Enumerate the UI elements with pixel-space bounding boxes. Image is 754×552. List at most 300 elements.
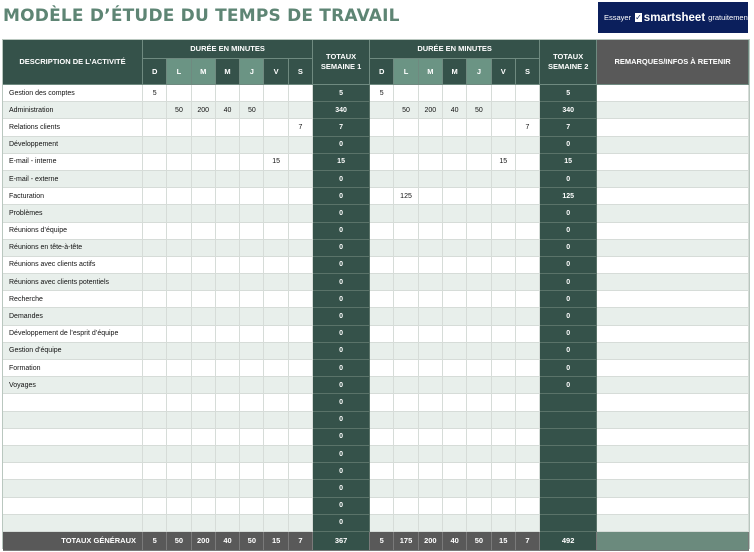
week1-minutes-cell[interactable]: 40 [216,102,240,119]
week2-minutes-cell[interactable] [370,360,394,377]
week1-minutes-cell[interactable] [264,205,288,222]
week2-minutes-cell[interactable] [419,377,443,394]
week2-minutes-cell[interactable] [516,463,540,480]
week1-minutes-cell[interactable] [167,291,191,308]
week1-minutes-cell[interactable] [240,360,264,377]
week2-minutes-cell[interactable] [443,119,467,136]
week2-minutes-cell[interactable] [394,308,418,325]
week1-minutes-cell[interactable] [289,205,313,222]
week2-minutes-cell[interactable] [443,240,467,257]
week1-minutes-cell[interactable] [240,463,264,480]
week1-minutes-cell[interactable] [192,240,216,257]
week2-minutes-cell[interactable] [394,480,418,497]
week2-minutes-cell[interactable] [394,326,418,343]
week2-minutes-cell[interactable] [516,515,540,532]
week2-minutes-cell[interactable] [516,377,540,394]
week1-minutes-cell[interactable] [192,394,216,411]
week1-minutes-cell[interactable]: 7 [289,119,313,136]
week2-minutes-cell[interactable] [492,102,516,119]
week2-minutes-cell[interactable] [492,137,516,154]
week2-minutes-cell[interactable] [394,274,418,291]
week2-minutes-cell[interactable] [516,171,540,188]
week1-minutes-cell[interactable] [240,377,264,394]
week1-minutes-cell[interactable] [143,326,167,343]
week1-minutes-cell[interactable] [216,188,240,205]
activity-label[interactable]: E-mail - interne [3,154,143,171]
week1-minutes-cell[interactable] [216,498,240,515]
week1-minutes-cell[interactable] [216,257,240,274]
remarks-cell[interactable] [597,360,749,377]
week2-minutes-cell[interactable] [394,446,418,463]
week1-minutes-cell[interactable] [143,412,167,429]
week2-minutes-cell[interactable] [492,308,516,325]
week1-minutes-cell[interactable] [264,412,288,429]
week1-minutes-cell[interactable] [216,119,240,136]
week2-minutes-cell[interactable] [419,154,443,171]
week1-minutes-cell[interactable] [143,308,167,325]
week1-minutes-cell[interactable] [167,205,191,222]
week2-minutes-cell[interactable] [370,274,394,291]
week1-minutes-cell[interactable] [289,326,313,343]
week2-minutes-cell[interactable] [370,240,394,257]
week1-minutes-cell[interactable] [167,154,191,171]
week1-minutes-cell[interactable] [289,446,313,463]
week2-minutes-cell[interactable] [516,154,540,171]
week2-minutes-cell[interactable] [516,480,540,497]
week1-minutes-cell[interactable] [167,394,191,411]
week2-minutes-cell[interactable] [419,223,443,240]
week2-minutes-cell[interactable] [516,102,540,119]
week1-minutes-cell[interactable] [143,154,167,171]
week1-minutes-cell[interactable] [289,188,313,205]
week1-minutes-cell[interactable] [167,188,191,205]
week1-minutes-cell[interactable] [192,463,216,480]
week1-minutes-cell[interactable]: 200 [192,102,216,119]
remarks-cell[interactable] [597,154,749,171]
week1-minutes-cell[interactable] [192,308,216,325]
week1-minutes-cell[interactable] [264,171,288,188]
week1-minutes-cell[interactable] [143,188,167,205]
week2-minutes-cell[interactable] [516,360,540,377]
week2-minutes-cell[interactable] [467,377,491,394]
week2-minutes-cell[interactable] [419,326,443,343]
week2-minutes-cell[interactable] [370,480,394,497]
week2-minutes-cell[interactable] [467,326,491,343]
week1-minutes-cell[interactable] [167,515,191,532]
week2-minutes-cell[interactable] [370,154,394,171]
week2-minutes-cell[interactable] [516,205,540,222]
week1-minutes-cell[interactable] [216,308,240,325]
week1-minutes-cell[interactable] [264,137,288,154]
week2-minutes-cell[interactable] [492,188,516,205]
remarks-cell[interactable] [597,188,749,205]
week2-minutes-cell[interactable] [443,257,467,274]
week2-minutes-cell[interactable] [419,308,443,325]
week1-minutes-cell[interactable] [264,308,288,325]
week1-minutes-cell[interactable] [240,119,264,136]
week1-minutes-cell[interactable] [216,412,240,429]
week2-minutes-cell[interactable] [467,394,491,411]
week2-minutes-cell[interactable] [467,223,491,240]
remarks-cell[interactable] [597,394,749,411]
week1-minutes-cell[interactable] [240,343,264,360]
week1-minutes-cell[interactable] [167,446,191,463]
week2-minutes-cell[interactable] [419,257,443,274]
week1-minutes-cell[interactable] [264,515,288,532]
week2-minutes-cell[interactable] [492,515,516,532]
week1-minutes-cell[interactable] [143,377,167,394]
week2-minutes-cell[interactable] [419,240,443,257]
activity-label[interactable]: Recherche [3,291,143,308]
week1-minutes-cell[interactable] [240,446,264,463]
week1-minutes-cell[interactable] [143,515,167,532]
activity-label[interactable]: Facturation [3,188,143,205]
week2-minutes-cell[interactable] [394,119,418,136]
week2-minutes-cell[interactable] [419,394,443,411]
week1-minutes-cell[interactable] [192,326,216,343]
week1-minutes-cell[interactable] [143,291,167,308]
week2-minutes-cell[interactable] [419,360,443,377]
week1-minutes-cell[interactable] [264,119,288,136]
week2-minutes-cell[interactable] [443,377,467,394]
week1-minutes-cell[interactable] [289,360,313,377]
remarks-cell[interactable] [597,377,749,394]
week2-minutes-cell[interactable] [516,274,540,291]
week1-minutes-cell[interactable] [143,446,167,463]
week2-minutes-cell[interactable] [370,291,394,308]
week2-minutes-cell[interactable] [394,412,418,429]
week2-minutes-cell[interactable] [492,291,516,308]
week1-minutes-cell[interactable] [240,85,264,102]
activity-label[interactable]: Réunions d’équipe [3,223,143,240]
week2-minutes-cell[interactable] [370,171,394,188]
week2-minutes-cell[interactable] [492,326,516,343]
week2-minutes-cell[interactable] [492,360,516,377]
week2-minutes-cell[interactable]: 200 [419,102,443,119]
week1-minutes-cell[interactable] [143,274,167,291]
week1-minutes-cell[interactable] [240,240,264,257]
week2-minutes-cell[interactable] [370,446,394,463]
week2-minutes-cell[interactable] [394,240,418,257]
week1-minutes-cell[interactable] [192,343,216,360]
week1-minutes-cell[interactable] [264,463,288,480]
week1-minutes-cell[interactable] [192,515,216,532]
week1-minutes-cell[interactable] [192,119,216,136]
week2-minutes-cell[interactable] [467,119,491,136]
week2-minutes-cell[interactable] [443,480,467,497]
week1-minutes-cell[interactable] [143,205,167,222]
week2-minutes-cell[interactable] [370,515,394,532]
week2-minutes-cell[interactable] [467,154,491,171]
remarks-cell[interactable] [597,343,749,360]
week1-minutes-cell[interactable] [264,240,288,257]
week1-minutes-cell[interactable] [240,412,264,429]
remarks-cell[interactable] [597,412,749,429]
week1-minutes-cell[interactable] [240,308,264,325]
week1-minutes-cell[interactable] [289,85,313,102]
remarks-cell[interactable] [597,137,749,154]
week1-minutes-cell[interactable] [216,446,240,463]
week1-minutes-cell[interactable] [167,119,191,136]
week2-minutes-cell[interactable] [516,291,540,308]
week1-minutes-cell[interactable] [240,171,264,188]
remarks-cell[interactable] [597,463,749,480]
week1-minutes-cell[interactable] [289,429,313,446]
week1-minutes-cell[interactable] [216,154,240,171]
week1-minutes-cell[interactable] [216,205,240,222]
week1-minutes-cell[interactable] [143,240,167,257]
week2-minutes-cell[interactable] [443,343,467,360]
week2-minutes-cell[interactable] [467,137,491,154]
week1-minutes-cell[interactable] [167,223,191,240]
week1-minutes-cell[interactable] [264,291,288,308]
week1-minutes-cell[interactable] [143,480,167,497]
week2-minutes-cell[interactable] [370,412,394,429]
week2-minutes-cell[interactable] [516,498,540,515]
week1-minutes-cell[interactable] [216,480,240,497]
week2-minutes-cell[interactable] [394,498,418,515]
week2-minutes-cell[interactable] [516,308,540,325]
week2-minutes-cell[interactable] [492,343,516,360]
week2-minutes-cell[interactable] [370,326,394,343]
week1-minutes-cell[interactable] [143,223,167,240]
week2-minutes-cell[interactable] [370,102,394,119]
week2-minutes-cell[interactable] [394,291,418,308]
week2-minutes-cell[interactable] [516,223,540,240]
week2-minutes-cell[interactable] [370,223,394,240]
week2-minutes-cell[interactable] [467,188,491,205]
week2-minutes-cell[interactable] [467,291,491,308]
activity-label[interactable] [3,446,143,463]
remarks-cell[interactable] [597,240,749,257]
week1-minutes-cell[interactable] [192,274,216,291]
week1-minutes-cell[interactable] [216,429,240,446]
week2-minutes-cell[interactable] [419,188,443,205]
activity-label[interactable]: Développement de l’esprit d’équipe [3,326,143,343]
week2-minutes-cell[interactable] [419,515,443,532]
week2-minutes-cell[interactable] [492,377,516,394]
week2-minutes-cell[interactable] [516,85,540,102]
week1-minutes-cell[interactable] [289,154,313,171]
week2-minutes-cell[interactable] [370,205,394,222]
week2-minutes-cell[interactable] [443,463,467,480]
week2-minutes-cell[interactable] [443,291,467,308]
week1-minutes-cell[interactable] [192,205,216,222]
week2-minutes-cell[interactable] [370,188,394,205]
week2-minutes-cell[interactable] [394,171,418,188]
week2-minutes-cell[interactable] [419,498,443,515]
week1-minutes-cell[interactable] [167,240,191,257]
week2-minutes-cell[interactable] [492,394,516,411]
activity-label[interactable] [3,394,143,411]
week1-minutes-cell[interactable]: 50 [167,102,191,119]
week2-minutes-cell[interactable] [443,171,467,188]
week2-minutes-cell[interactable] [492,257,516,274]
week1-minutes-cell[interactable] [192,360,216,377]
week2-minutes-cell[interactable] [419,446,443,463]
week1-minutes-cell[interactable] [289,515,313,532]
week1-minutes-cell[interactable] [216,377,240,394]
week2-minutes-cell[interactable] [467,171,491,188]
week1-minutes-cell[interactable] [192,480,216,497]
week1-minutes-cell[interactable] [167,326,191,343]
week2-minutes-cell[interactable] [443,308,467,325]
activity-label[interactable] [3,463,143,480]
week2-minutes-cell[interactable] [467,257,491,274]
week1-minutes-cell[interactable] [264,188,288,205]
week2-minutes-cell[interactable] [467,85,491,102]
week1-minutes-cell[interactable] [167,480,191,497]
week2-minutes-cell[interactable] [370,394,394,411]
week2-minutes-cell[interactable] [443,394,467,411]
remarks-cell[interactable] [597,257,749,274]
week1-minutes-cell[interactable] [192,412,216,429]
week1-minutes-cell[interactable] [143,137,167,154]
week1-minutes-cell[interactable] [216,291,240,308]
week2-minutes-cell[interactable] [394,257,418,274]
week1-minutes-cell[interactable] [264,85,288,102]
week2-minutes-cell[interactable] [419,480,443,497]
week1-minutes-cell[interactable] [289,480,313,497]
week1-minutes-cell[interactable] [240,257,264,274]
week2-minutes-cell[interactable]: 125 [394,188,418,205]
week2-minutes-cell[interactable] [516,257,540,274]
week1-minutes-cell[interactable] [289,377,313,394]
week2-minutes-cell[interactable] [443,274,467,291]
week1-minutes-cell[interactable] [264,360,288,377]
week2-minutes-cell[interactable] [443,412,467,429]
week1-minutes-cell[interactable]: 15 [264,154,288,171]
week2-minutes-cell[interactable] [394,205,418,222]
activity-label[interactable] [3,480,143,497]
week2-minutes-cell[interactable]: 15 [492,154,516,171]
week2-minutes-cell[interactable] [467,274,491,291]
week1-minutes-cell[interactable] [289,240,313,257]
week1-minutes-cell[interactable] [289,412,313,429]
week1-minutes-cell[interactable]: 5 [143,85,167,102]
week2-minutes-cell[interactable] [419,291,443,308]
week2-minutes-cell[interactable] [467,343,491,360]
week2-minutes-cell[interactable] [492,429,516,446]
week1-minutes-cell[interactable] [264,274,288,291]
week2-minutes-cell[interactable] [492,205,516,222]
week2-minutes-cell[interactable] [467,480,491,497]
week1-minutes-cell[interactable] [264,446,288,463]
week1-minutes-cell[interactable] [240,429,264,446]
week2-minutes-cell[interactable] [443,498,467,515]
week1-minutes-cell[interactable] [167,463,191,480]
week2-minutes-cell[interactable] [492,85,516,102]
week1-minutes-cell[interactable] [192,171,216,188]
week1-minutes-cell[interactable] [240,274,264,291]
week1-minutes-cell[interactable] [289,223,313,240]
week2-minutes-cell[interactable] [370,119,394,136]
activity-label[interactable]: Développement [3,137,143,154]
week2-minutes-cell[interactable] [370,429,394,446]
week2-minutes-cell[interactable] [492,446,516,463]
week2-minutes-cell[interactable] [370,343,394,360]
week1-minutes-cell[interactable] [143,257,167,274]
week2-minutes-cell[interactable] [467,515,491,532]
week1-minutes-cell[interactable] [167,137,191,154]
week2-minutes-cell[interactable] [492,498,516,515]
week1-minutes-cell[interactable] [192,377,216,394]
activity-label[interactable] [3,429,143,446]
week1-minutes-cell[interactable] [240,480,264,497]
week1-minutes-cell[interactable] [289,291,313,308]
week2-minutes-cell[interactable]: 7 [516,119,540,136]
week1-minutes-cell[interactable] [289,463,313,480]
week1-minutes-cell[interactable] [143,360,167,377]
week1-minutes-cell[interactable] [240,326,264,343]
week2-minutes-cell[interactable] [394,463,418,480]
week2-minutes-cell[interactable] [492,480,516,497]
week1-minutes-cell[interactable] [216,394,240,411]
week2-minutes-cell[interactable] [419,463,443,480]
week1-minutes-cell[interactable] [289,498,313,515]
activity-label[interactable] [3,515,143,532]
week2-minutes-cell[interactable] [467,205,491,222]
week1-minutes-cell[interactable] [240,205,264,222]
week2-minutes-cell[interactable] [492,274,516,291]
week1-minutes-cell[interactable] [192,446,216,463]
week2-minutes-cell[interactable] [419,171,443,188]
week1-minutes-cell[interactable] [192,137,216,154]
smartsheet-promo-button[interactable] [598,2,752,33]
week1-minutes-cell[interactable] [143,429,167,446]
week1-minutes-cell[interactable] [192,257,216,274]
week2-minutes-cell[interactable] [394,154,418,171]
week2-minutes-cell[interactable] [467,360,491,377]
week1-minutes-cell[interactable] [289,257,313,274]
remarks-cell[interactable] [597,102,749,119]
week2-minutes-cell[interactable] [492,412,516,429]
week2-minutes-cell[interactable] [492,463,516,480]
remarks-cell[interactable] [597,515,749,532]
activity-label[interactable] [3,412,143,429]
week2-minutes-cell[interactable] [443,223,467,240]
week1-minutes-cell[interactable] [289,171,313,188]
week2-minutes-cell[interactable] [419,412,443,429]
week1-minutes-cell[interactable] [264,429,288,446]
week1-minutes-cell[interactable] [192,188,216,205]
week2-minutes-cell[interactable] [516,412,540,429]
remarks-cell[interactable] [597,223,749,240]
week2-minutes-cell[interactable] [516,394,540,411]
week1-minutes-cell[interactable] [216,274,240,291]
week2-minutes-cell[interactable] [467,308,491,325]
week2-minutes-cell[interactable] [419,343,443,360]
week2-minutes-cell[interactable] [419,274,443,291]
week1-minutes-cell[interactable] [216,171,240,188]
activity-label[interactable]: Demandes [3,308,143,325]
week1-minutes-cell[interactable] [167,429,191,446]
remarks-cell[interactable] [597,171,749,188]
week2-minutes-cell[interactable] [370,463,394,480]
week1-minutes-cell[interactable] [264,377,288,394]
week2-minutes-cell[interactable] [370,257,394,274]
week1-minutes-cell[interactable] [264,394,288,411]
week1-minutes-cell[interactable] [167,498,191,515]
week1-minutes-cell[interactable] [264,480,288,497]
remarks-cell[interactable] [597,291,749,308]
week1-minutes-cell[interactable] [240,291,264,308]
week1-minutes-cell[interactable] [167,377,191,394]
week2-minutes-cell[interactable] [467,463,491,480]
week2-minutes-cell[interactable] [516,446,540,463]
week1-minutes-cell[interactable] [143,102,167,119]
week1-minutes-cell[interactable] [216,463,240,480]
